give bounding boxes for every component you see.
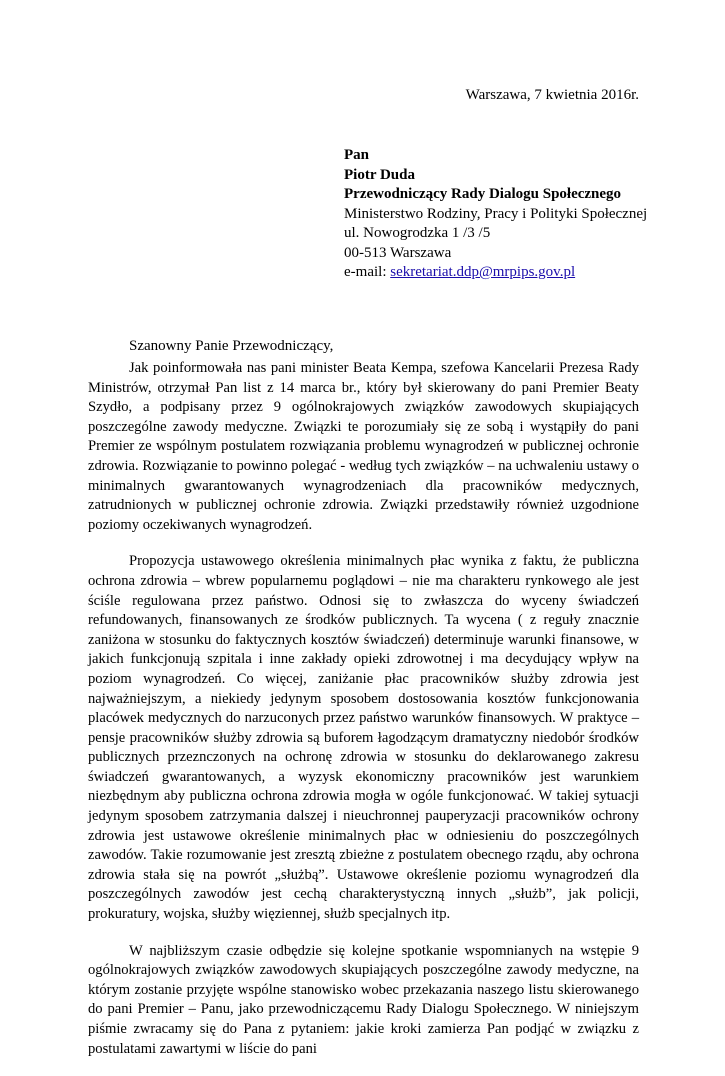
recipient-city: 00-513 Warszawa: [344, 244, 452, 261]
salutation: Szanowny Panie Przewodniczący,: [129, 338, 334, 354]
recipient-email-line: [344, 263, 647, 283]
recipient-ministry: Ministerstwo Rodziny, Pracy i Polityki Społecznej: [344, 205, 648, 222]
body-paragraph-1: Jak poinformowała nas pani minister Beata Kempa, szefowa Kancelarii Prezesa Rady Ministrów, otrzymał Pan list z 14 marca br., który był skierowany do pani Premier Beaty Szydło, a podpisany przez 9 ogólnokrajowych związków zawodowych skupiających poszczególne zawody medyczne. Związki te porozumiały się ze sobą i wystąpiły do pani Premier ze wspólnym postulatem rozwiązania problemu wynagrodzeń w publicznej ochronie zdrowia. Rozwiązanie to powinno polegać - według tych związków – na uchwaleniu ustawy o minimalnych gwarantowanych wynagrodzeniach dla pracowników medycznych, zatrudnionych w publicznej ochronie zdrowia. Związki przedstawiły również uzgodnione poziomy oczekiwanych wynagrodzeń.: [88, 360, 639, 533]
recipient-street: ul. Nowogrodzka 1 /3 /5: [344, 225, 491, 241]
body-paragraph-2: Propozycja ustawowego określenia minimalnych płac wynika z faktu, że publiczna ochrona zdrowia – wbrew popularnemu poglądowi – nie ma charakteru rynkowego ale jest ściśle regulowana przez państwo. Odnosi się to zwłaszcza do wyceny świadczeń refundowanych, finansowanych ze środków publicznych. Ta wycena ( z reguły znacznie zaniżona w stosunku do faktycznych kosztów świadczeń) determinuje warunki finansowe, w jakich funkcjonują szpitala i inne zakłady opieki zdrowotnej i ma decydujący wpływ na poziom wynagrodzeń. Co więcej, zaniżanie płac pracowników służby zdrowia jest najważniejszym, a niekiedy jedynym sposobem dostosowania kosztów funkcjonowania placówek medycznych do narzuconych przez państwo warunków finansowych. W praktyce – pensje pracowników służby zdrowia są buforem łagodzącym dramatyczny niedobór środków publicznych przeznczonych na ochronę zdrowia w stosunku do deklarowanego zakresu świadczeń gwarantowanych, a wyzysk ekonomiczny pracowników jest warunkiem niezbędnym aby publiczna ochrona zdrowia mogła w ogóle funkcjonować. W takiej sytuacji jedynym sposobem zatrzymania dalszej i nieuchronnej pauperyzacji pracowników ochrony zdrowia jest ustawowe określenie minimalnych płac w odniesieniu do poszczególnych zawodów. Takie rozumowanie jest zresztą zbieżne z postulatem obecnego rządu, aby ochrona zdrowia stała się na powrót „służbą”. Ustawowe określenie poziomu wynagrodzeń dla poszczególnych zawodów jest cechą charakterystyczną innych „służb”, jak policji, prokuratury, wojska, służby więziennej, służb specjalnych itp.: [88, 553, 639, 923]
body-paragraph-3: W najbliższym czasie odbędzie się kolejne spotkanie wspomnianych na wstępie 9 ogólnokrajowych związków zawodowych skupiających poszczególne zawody medyczne, na którym zostanie przyjęte wspólne stanowisko wobec przekazania naszego listu skierowanego do pani Premier – Panu, jako przewodniczącemu Rady Dialogu Społecznego. W niniejszym piśmie zwracamy się do Pana z pytaniem: jakie kroki zamierza Pan podjąć w związku z postulatami zawartymi w liście do pani: [88, 942, 639, 1057]
date-line: Warszawa, 7 kwietnia 2016r.: [465, 87, 639, 103]
recipient-name: Piotr Duda: [344, 166, 415, 183]
email-link[interactable]: sekretariat.ddp@mrpips.gov.pl: [390, 264, 576, 280]
recipient-address-block: [344, 146, 647, 283]
email-label: e-mail:: [344, 264, 391, 280]
recipient-honorific: Pan: [344, 147, 370, 163]
letter-body: [88, 359, 639, 1076]
recipient-position: Przewodniczący Rady Dialogu Społecznego: [344, 186, 622, 202]
